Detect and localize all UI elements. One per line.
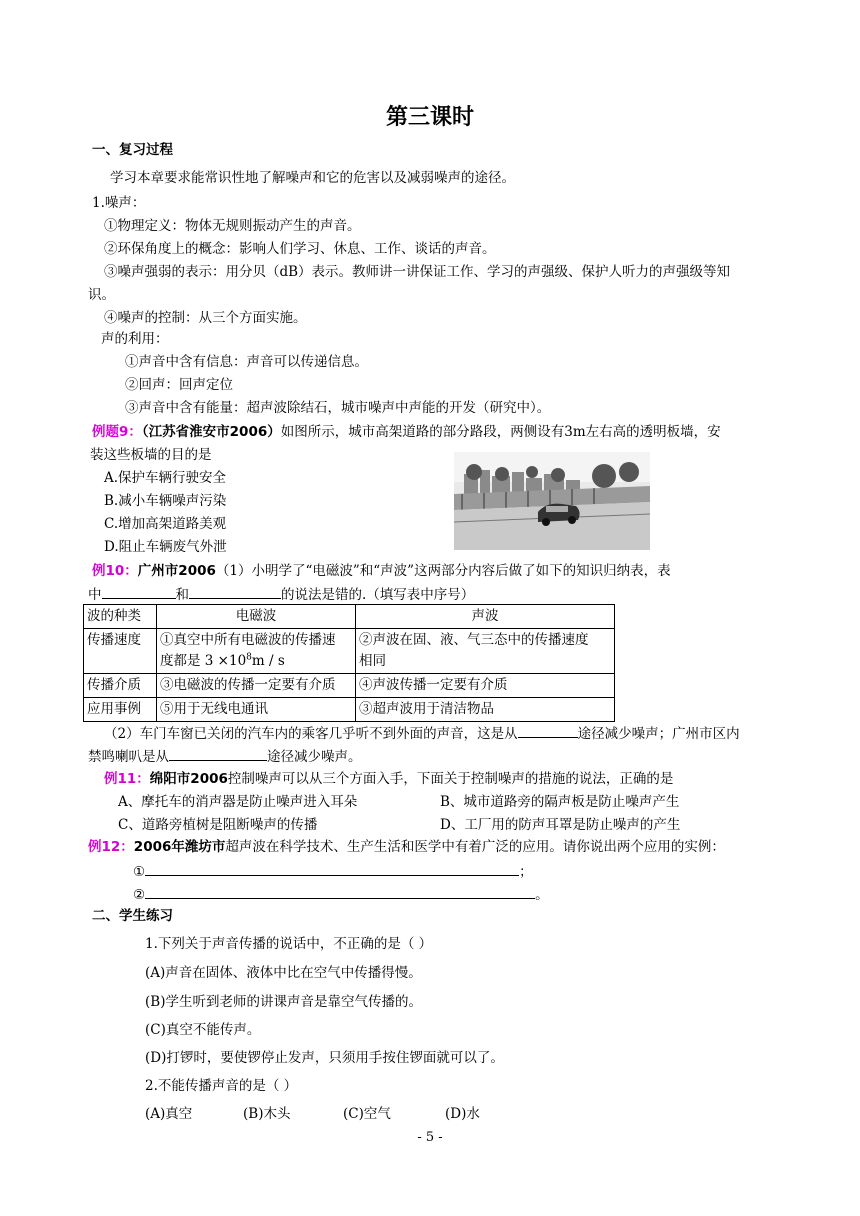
example11-option: D、工厂用的防声耳罩是防止噪声的产生 (440, 817, 681, 833)
noise-item: ④噪声的控制：从三个方面实施。 (104, 310, 307, 326)
question-2: 2.不能传播声音的是（ ） (145, 1078, 298, 1094)
example9-option: A.保护车辆行驶安全 (104, 470, 227, 486)
use-item: ③声音中含有能量：超声波除结石，城市噪声中声能的开发（研究中）。 (125, 400, 551, 416)
answer-blank[interactable] (189, 584, 281, 599)
example11-text: 控制噪声可以从三个方面入手，下面关于控制噪声的措施的说法，正确的是 (227, 771, 674, 787)
use-label: 声的利用： (101, 331, 169, 347)
speed-value: 度都是 $3 \times 10^8m / s$ (160, 652, 285, 669)
use-item: ②回声：回声定位 (125, 377, 233, 393)
table-cell: ②声波在固、液、气三态中的传播速度 相同 (356, 629, 615, 674)
example12-line1 (88, 838, 725, 856)
example9-option: C.增加高架道路美观 (104, 516, 227, 532)
noise-item: ②环保角度上的概念：影响人们学习、休息、工作、谈话的声音。 (104, 241, 496, 257)
example10-part2: （2）车门车窗已关闭的汽车内的乘客几乎听不到外面的声音，这是从 途径减少噪声；广州市区内 (104, 723, 740, 743)
example10-line2: 中 和 的说法是错的.（填写表中序号） (88, 584, 474, 604)
answer-blank[interactable] (102, 584, 176, 599)
example11-option: B、城市道路旁的隔声板是防止噪声产生 (440, 794, 680, 810)
section2-heading: 二、学生练习 (92, 908, 173, 924)
answer-blank[interactable] (518, 723, 578, 738)
example12-answer1: ① ； (133, 861, 533, 881)
elevated-road-photo (454, 452, 650, 550)
example9-line1 (92, 423, 721, 441)
example10-line1 (92, 562, 671, 580)
example9-option: D.阻止车辆废气外泄 (104, 539, 227, 555)
table-header-row (84, 605, 615, 629)
table-cell: 传播介质 (84, 674, 157, 698)
question-2-option: (B)木头 (243, 1106, 291, 1122)
table-row (84, 698, 615, 722)
question-2-option: (A)真空 (145, 1106, 193, 1122)
example9-text: 如图所示，城市高架道路的部分路段，两侧设有3m左右高的透明板墙，安 (280, 424, 721, 440)
page-title: 第三课时 (385, 105, 474, 130)
answer-blank[interactable] (145, 884, 535, 899)
example10-text: （1）小明学了“电磁波”和“声波”这两部分内容后做了如下的知识归纳表，表 (215, 563, 671, 579)
table-cell: 传播速度 (84, 629, 157, 674)
page-number: - 5 - (417, 1130, 443, 1145)
question-1-option: (C)真空不能传声。 (145, 1022, 261, 1038)
question-1-option: (D)打锣时，要使锣停止发声，只须用手按住锣面就可以了。 (145, 1050, 504, 1066)
section1-heading: 一、复习过程 (92, 142, 173, 158)
example11-line1 (104, 770, 673, 788)
example11-source: 绵阳市2006 (149, 771, 228, 787)
table-header: 声波 (356, 605, 615, 629)
example10-part2-cont: 禁鸣喇叭是从 途径减少噪声。 (88, 746, 362, 766)
table-cell: 应用事例 (84, 698, 157, 722)
example10-label: 例10： (92, 563, 138, 579)
answer-blank[interactable] (169, 746, 267, 761)
example9-option: B.减小车辆噪声污染 (104, 493, 227, 509)
example11-label: 例11： (104, 771, 150, 787)
table-cell: ①真空中所有电磁波的传播速 度都是 $3 \times 10^8m / s$ (157, 629, 356, 674)
table-header: 波的种类 (84, 605, 157, 629)
example9-source: （江苏省淮安市2006） (141, 424, 281, 440)
example12-text: 超声波在科学技术、生产生活和医学中有着广泛的应用。请你说出两个应用的实例： (225, 839, 725, 855)
table-cell: ⑤用于无线电通讯 (157, 698, 356, 722)
use-item: ①声音中含有信息：声音可以传递信息。 (125, 354, 368, 370)
noise-item: ③噪声强弱的表示：用分贝（dB）表示。教师讲一讲保证工作、学习的声强级、保护人听力的声强级等知 (104, 264, 731, 280)
knowledge-table (83, 604, 615, 722)
table-cell: ③超声波用于清洁物品 (356, 698, 615, 722)
example9-text-cont: 装这些板墙的目的是 (90, 447, 212, 463)
example9-label: 例题9： (92, 424, 142, 440)
answer-blank[interactable] (145, 861, 519, 876)
question-2-option: (C)空气 (343, 1106, 391, 1122)
question-2-option: (D)水 (445, 1106, 480, 1122)
table-cell: ④声波传播一定要有介质 (356, 674, 615, 698)
example10-source: 广州市2006 (137, 563, 216, 579)
section1-intro: 学习本章要求能常识性地了解噪声和它的危害以及减弱噪声的途径。 (110, 170, 515, 186)
table-row (84, 674, 615, 698)
example11-option: C、道路旁植树是阻断噪声的传播 (118, 817, 318, 833)
example12-source: 2006年潍坊市 (133, 839, 226, 855)
example12-answer2: ② 。 (133, 884, 549, 904)
example12-label: 例12： (88, 839, 134, 855)
question-1-option: (B)学生听到老师的讲课声音是靠空气传播的。 (145, 994, 422, 1010)
table-cell: ③电磁波的传播一定要有介质 (157, 674, 356, 698)
noise-item: 识。 (88, 287, 115, 303)
table-header: 电磁波 (157, 605, 356, 629)
question-1: 1.下列关于声音传播的说话中，不正确的是（ ） (145, 936, 433, 952)
question-1-option: (A)声音在固体、液体中比在空气中传播得慢。 (145, 965, 422, 981)
table-row (84, 629, 615, 674)
noise-label: 1.噪声： (92, 195, 146, 211)
example11-option: A、摩托车的消声器是防止噪声进入耳朵 (118, 794, 358, 810)
noise-item: ①物理定义：物体无规则振动产生的声音。 (104, 218, 361, 234)
